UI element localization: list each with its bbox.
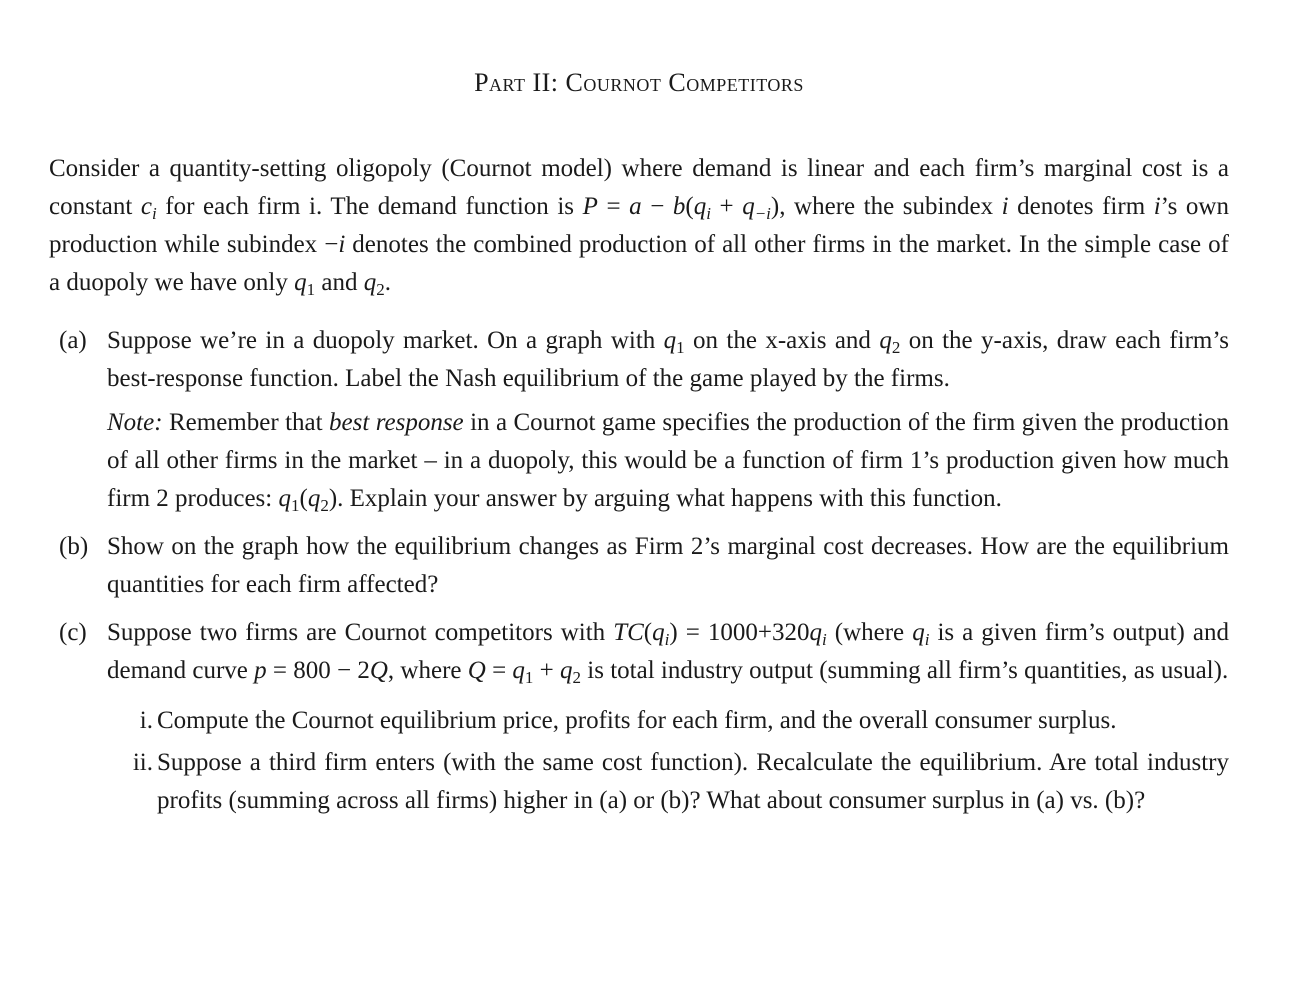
subquestion-ii-text: Suppose a third firm enters (with the same cost function). Recalculate the equilibrium. Are total industry profits (summing across all firms) higher in (a) or (b)? What about consumer surplus in (a) vs. (b)? [157, 749, 1229, 814]
intro-text-6: denotes the combined production of all other firms in the market. In the simple case of a duopoly we have only [49, 231, 1229, 296]
note-emphasis: best response [329, 409, 464, 436]
intro-paragraph: Consider a quantity-setting oligopoly (Cournot model) where demand is linear and each firm’s marginal cost is a constant $c_i$ for each firm i. The demand function is $P = a - b(q_i + q_{-i})$, where the subindex i denotes firm i’s own production while subindex −i denotes the combined production of all other firms in the market. In the simple case of a duopoly we have only $q_1$ and $q_2$. [49, 155, 1229, 300]
item-marker-c: (c) [59, 619, 87, 646]
section-title-text: Part II: Cournot Competitors [474, 68, 804, 97]
note-label: Note: [107, 409, 163, 436]
item-c-text: Suppose two firms are Cournot competitors with $TC(q_i) = 1000+320q_i$ (where $q_i$ is a given firm’s output) and demand curve p = 800 − 2Q, where $Q = q_1 + q_2$ is total industry output (summing all firm’s quantities, as usual). [107, 619, 1229, 688]
item-b-text: Show on the graph how the equilibrium changes as Firm 2’s marginal cost decreases. How are the equilibrium quantities for each firm affected? [107, 533, 1229, 598]
section-title [49, 60, 1229, 106]
question-item-a [49, 322, 1229, 518]
question-item-c [49, 614, 1229, 690]
intro-text-8: . [384, 269, 391, 296]
intro-text-2: for each firm i. The demand function is [156, 193, 583, 220]
item-a-note: Note: Remember that best response in a Cournot game specifies the production of the firm given the production of all other firms in the market – in a duopoly, this would be a function of firm 1’s production given how much firm 2 produces: $q_1(q_2)$. Explain your answer by arguing what happens with this function. [107, 409, 1229, 516]
sub-marker-ii: ii. [132, 749, 153, 776]
question-item-b [49, 528, 1229, 604]
item-a-text: Suppose we’re in a duopoly market. On a graph with $q_1$ on the x-axis and $q_2$ on the y-axis, draw each firm’s best-response function. Label the Nash equilibrium of the game played by the firms. [107, 327, 1230, 392]
intro-text-3: , where the subindex [779, 193, 1002, 220]
intro-text-4: denotes firm [1008, 193, 1154, 220]
sub-marker-i: i. [139, 707, 153, 734]
document-page [49, 60, 1229, 824]
intro-text-7: and [315, 269, 364, 296]
item-marker-a: (a) [59, 327, 87, 354]
intro-text-5: ’s own production while subindex [49, 193, 1229, 258]
item-marker-b: (b) [59, 533, 89, 560]
subquestion-ii [49, 744, 1229, 820]
subquestion-i [49, 702, 1229, 740]
subquestion-i-text: Compute the Cournot equilibrium price, profits for each firm, and the overall consumer surplus. [157, 707, 1117, 734]
intro-text-1: Consider a quantity-setting oligopoly (Cournot model) where demand is linear and each firm’s marginal cost is a constant [49, 155, 1229, 220]
